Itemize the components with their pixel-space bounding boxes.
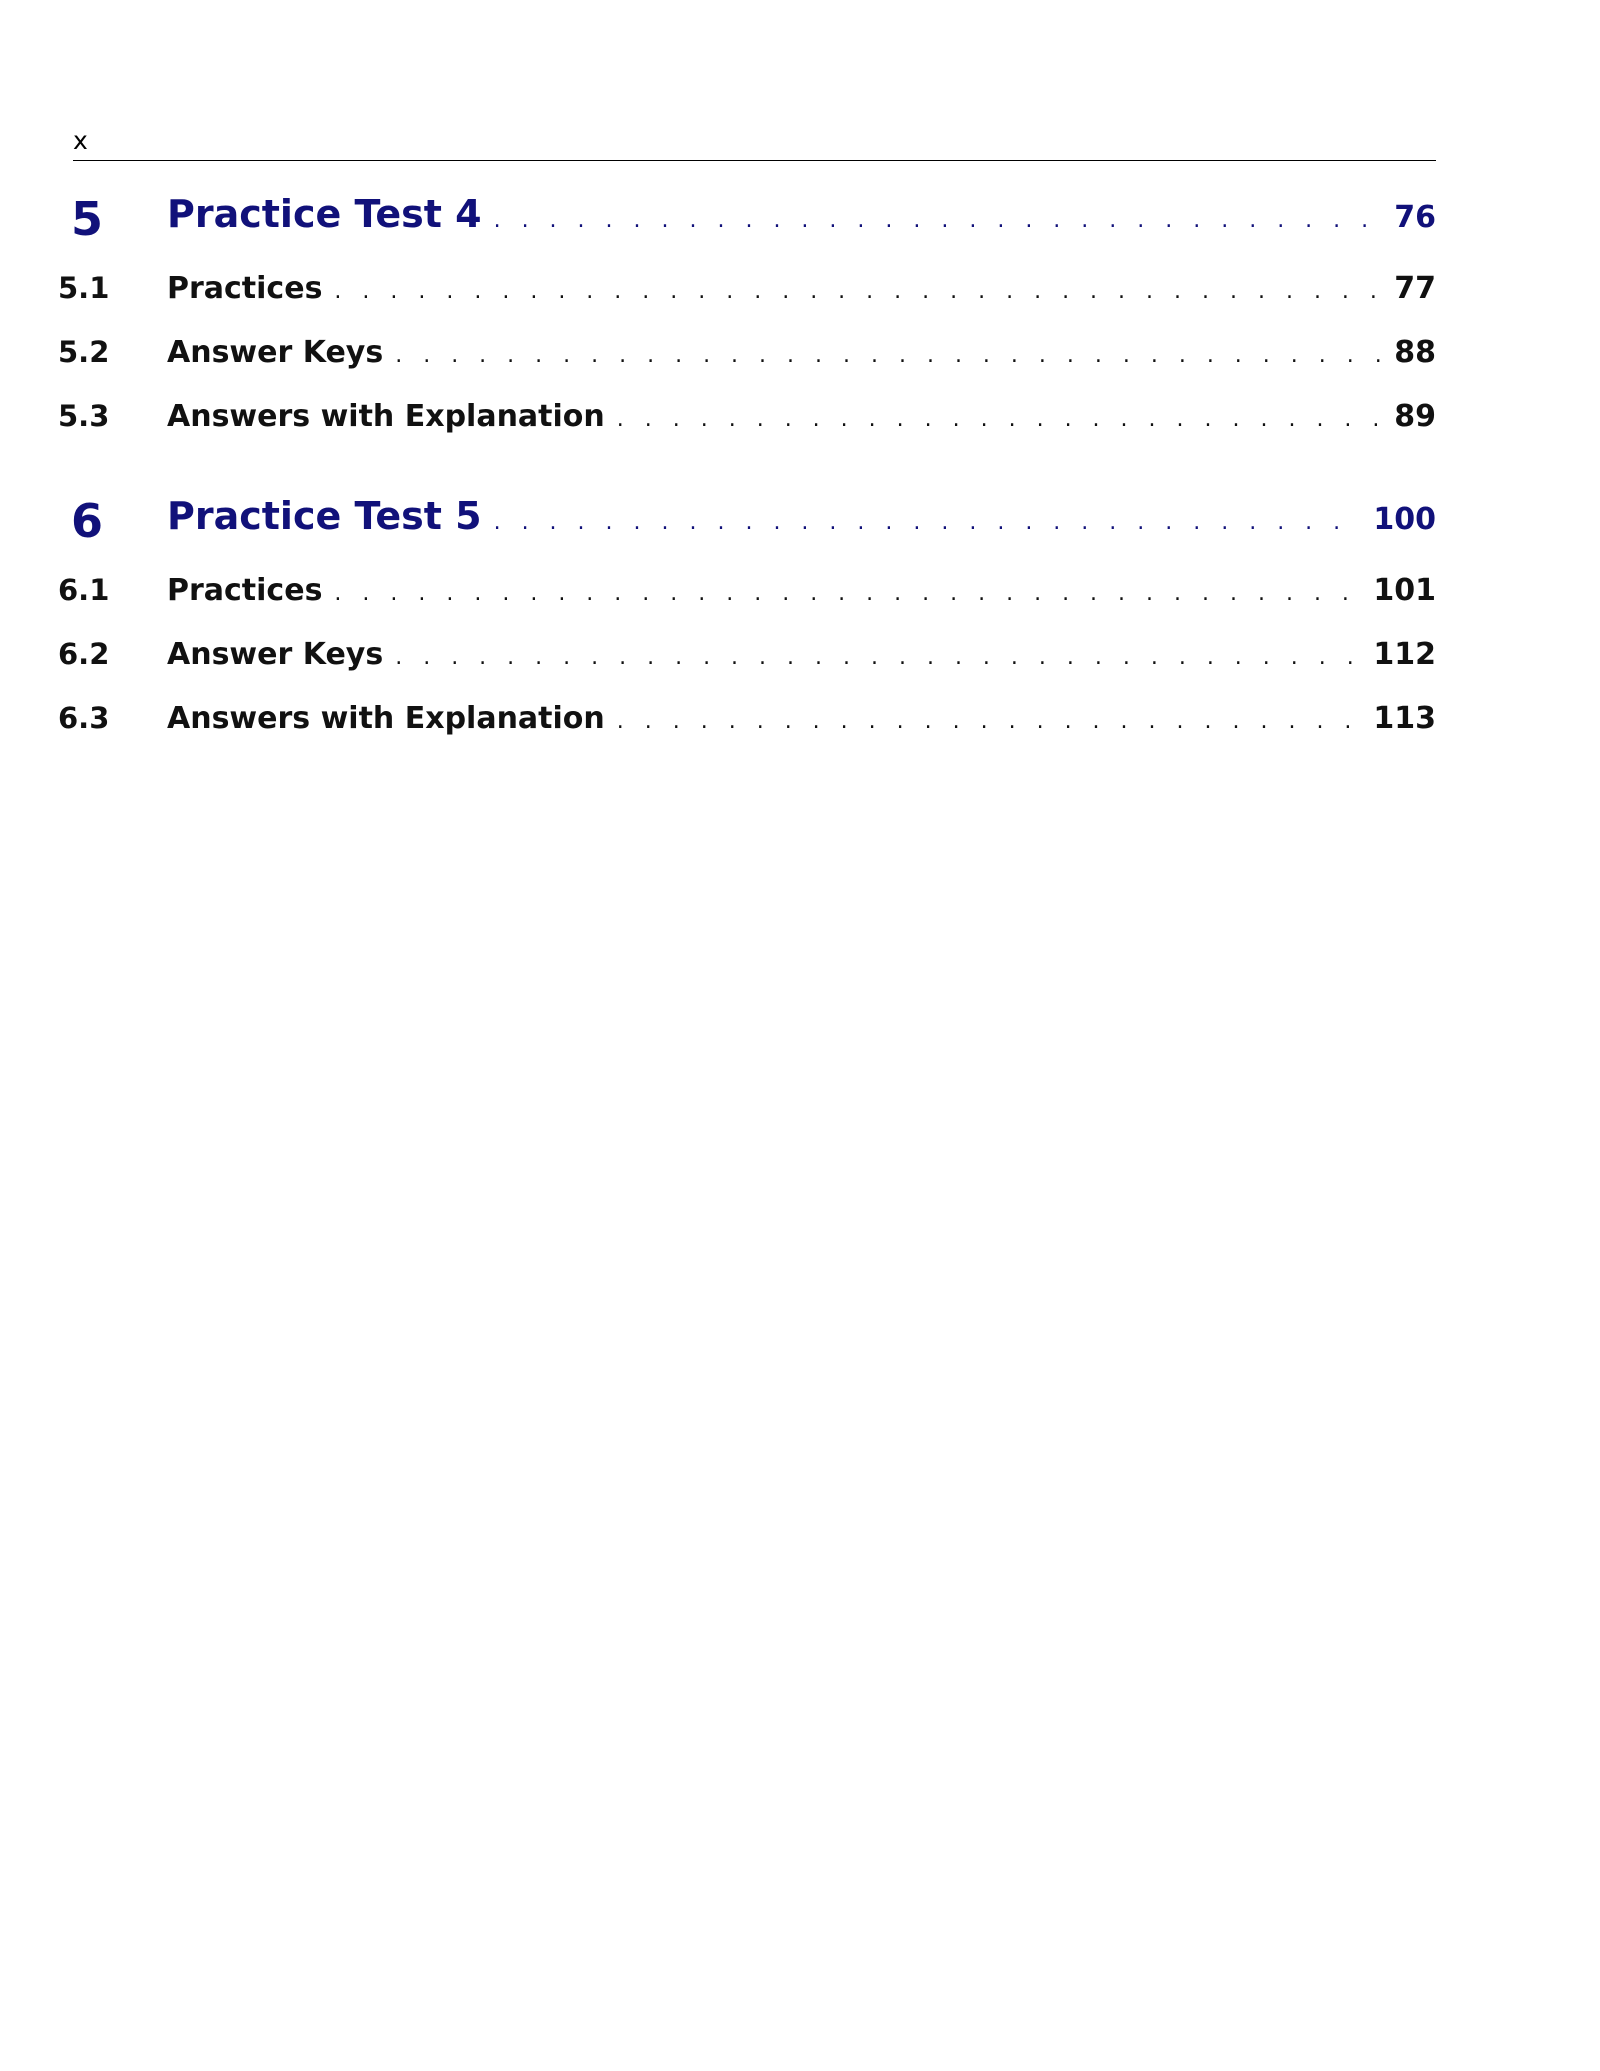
dot-leader bbox=[395, 343, 1382, 368]
section-page-number: 112 bbox=[1373, 637, 1436, 672]
dot-leader bbox=[617, 709, 1362, 734]
toc-section-6-3[interactable] bbox=[0, 701, 1600, 741]
section-number: 5.2 bbox=[58, 335, 110, 369]
section-number: 5.3 bbox=[58, 399, 110, 433]
chapter-title: Practice Test 4 bbox=[167, 192, 482, 236]
toc-chapter-5[interactable] bbox=[0, 192, 1600, 248]
toc-chapter-6[interactable] bbox=[0, 494, 1600, 550]
dot-leader bbox=[334, 581, 1361, 606]
toc-section-5-3[interactable] bbox=[0, 399, 1600, 439]
toc-section-6-1[interactable] bbox=[0, 573, 1600, 613]
dot-leader bbox=[494, 510, 1362, 535]
chapter-page-number: 76 bbox=[1394, 200, 1436, 235]
chapter-number: 6 bbox=[71, 494, 104, 548]
page-header bbox=[73, 118, 1436, 161]
section-number: 6.3 bbox=[58, 701, 110, 735]
section-title: Answer Keys bbox=[167, 637, 384, 672]
section-number: 6.1 bbox=[58, 573, 110, 607]
dot-leader bbox=[494, 208, 1383, 233]
section-title: Answers with Explanation bbox=[167, 701, 605, 736]
section-number: 6.2 bbox=[58, 637, 110, 671]
toc-section-5-2[interactable] bbox=[0, 335, 1600, 375]
section-title: Answer Keys bbox=[167, 335, 384, 370]
dot-leader bbox=[617, 407, 1382, 432]
dot-leader bbox=[395, 645, 1361, 670]
toc-section-6-2[interactable] bbox=[0, 637, 1600, 677]
section-title: Practices bbox=[167, 573, 323, 608]
section-page-number: 101 bbox=[1373, 573, 1436, 608]
toc-section-5-1[interactable] bbox=[0, 271, 1600, 311]
section-title: Answers with Explanation bbox=[167, 399, 605, 434]
dot-leader bbox=[334, 279, 1382, 304]
chapter-number: 5 bbox=[71, 192, 104, 246]
page-number: x bbox=[73, 126, 88, 155]
section-page-number: 89 bbox=[1394, 399, 1436, 434]
chapter-title: Practice Test 5 bbox=[167, 494, 482, 538]
section-page-number: 77 bbox=[1394, 271, 1436, 306]
section-page-number: 88 bbox=[1394, 335, 1436, 370]
section-number: 5.1 bbox=[58, 271, 110, 305]
chapter-page-number: 100 bbox=[1373, 502, 1436, 537]
section-title: Practices bbox=[167, 271, 323, 306]
section-page-number: 113 bbox=[1373, 701, 1436, 736]
